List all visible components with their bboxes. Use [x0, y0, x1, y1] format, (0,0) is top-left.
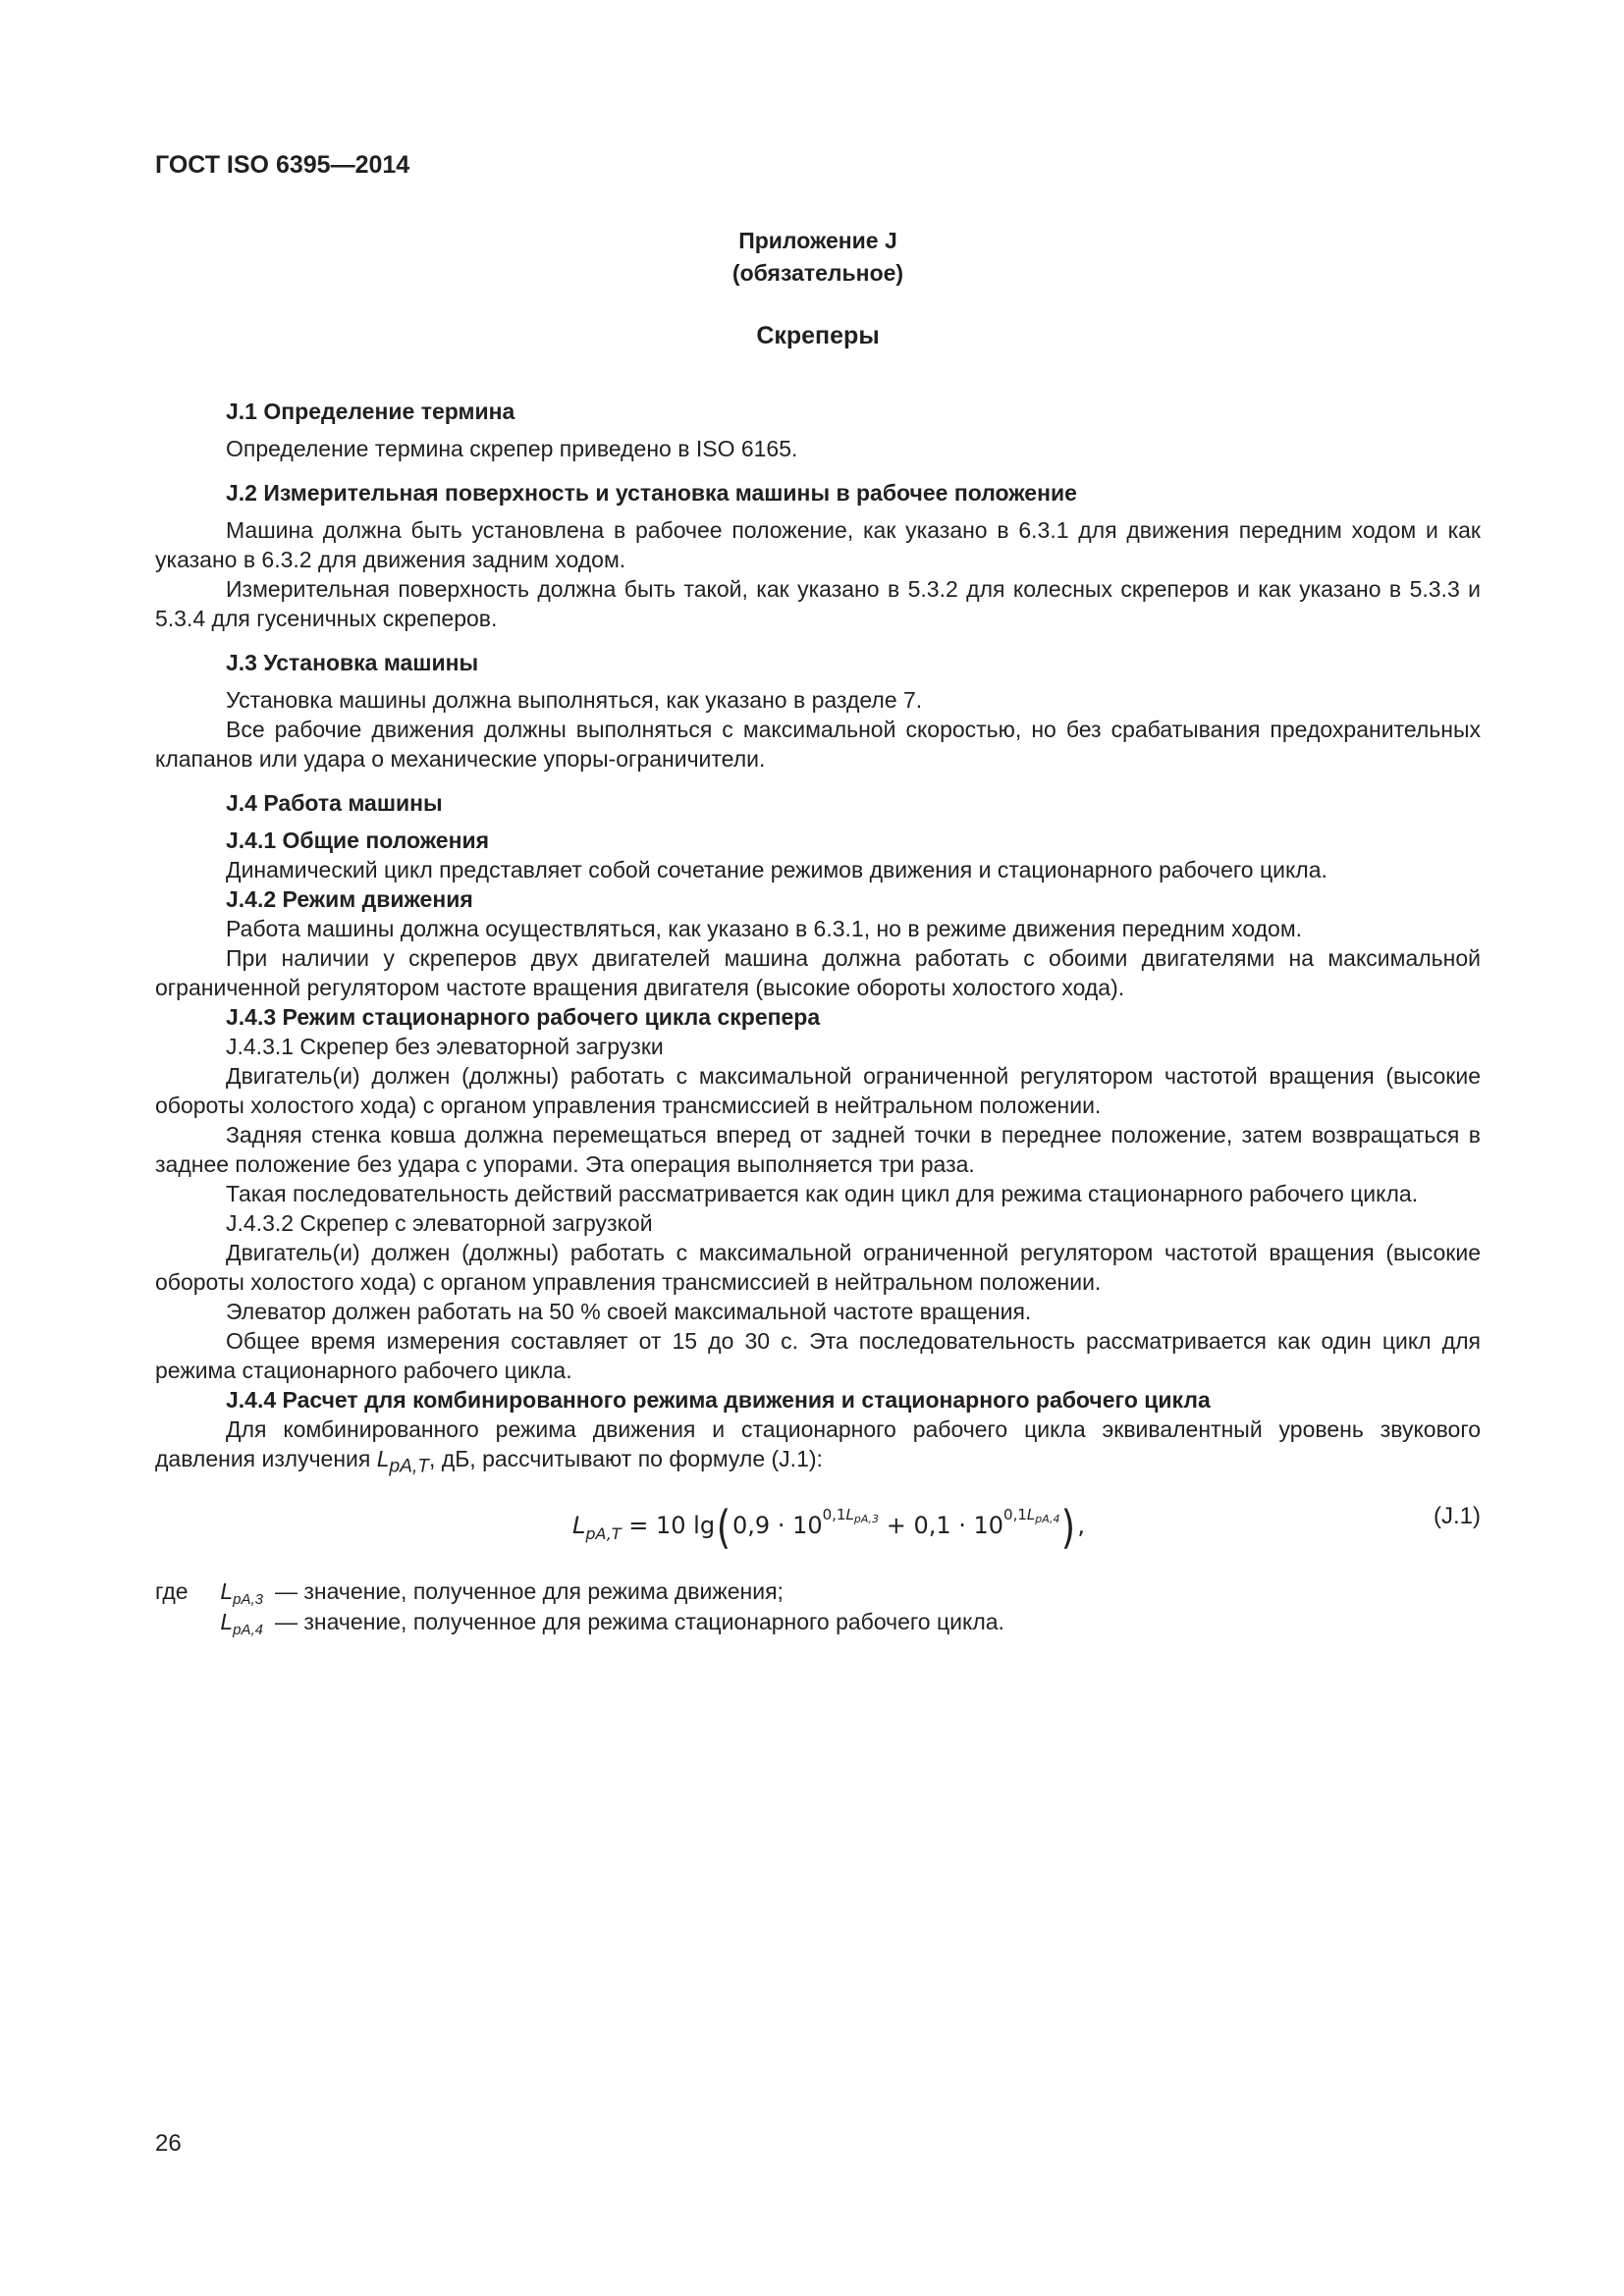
- paragraph: Двигатель(и) должен (должны) работать с максимальной ограниченной регулятором частотой вращения (высокие обороты холостого хода) с органом управления трансмиссией в нейтральном положении.: [155, 1240, 1481, 1295]
- legend-description: — значение, полученное для режима стационарного рабочего цикла.: [275, 1608, 1004, 1634]
- annex-title: Скреперы: [756, 322, 880, 349]
- formula-number: (J.1): [1434, 1502, 1481, 1529]
- legend-symbol: $L_{pA,4}$: [220, 1608, 263, 1638]
- symbol-lpat: $L_{pA,T}$: [376, 1446, 429, 1477]
- paragraph: Элеватор должен работать на 50 % своей максимальной частоте вращения.: [226, 1299, 1032, 1324]
- standard-identifier: ГОСТ ISO 6395—2014: [155, 151, 410, 179]
- section-heading-j1: J.1 Определение термина: [226, 399, 515, 424]
- formula-expression: $L_{pA,T} = 10$ $\lg(0,9 \cdot 10^{0,1L_{pA,3}} + 0,1 \cdot 10^{0,1L_{pA,4}})$,: [572, 1500, 1086, 1554]
- legend-description: — значение, полученное для режима движения;: [275, 1577, 784, 1604]
- paragraph: Работа машины должна осуществляться, как указано в 6.3.1, но в режиме движения передним ходом.: [226, 916, 1303, 941]
- paragraph: Для комбинированного режима движения и стационарного рабочего цикла эквивалентный уровень звукового давления излучения $L_{pA,T}$, дБ, рассчитывают по формуле (J.1):: [155, 1416, 1481, 1477]
- paragraph: Установка машины должна выполняться, как указано в разделе 7.: [226, 687, 923, 713]
- formula-j1: [155, 1488, 1481, 1553]
- paragraph: Измерительная поверхность должна быть такой, как указано в 5.3.2 для колесных скреперов и как указано в 5.3.3 и 5.3.4 для гусеничных скреперов.: [155, 576, 1481, 631]
- paragraph: Задняя стенка ковша должна перемещаться вперед от задней точки в переднее положение, затем возвращаться в заднее положение без удара с упорами. Эта операция выполняется три раза.: [155, 1122, 1481, 1177]
- section-heading-j43: J.4.3 Режим стационарного рабочего цикла скрепера: [226, 1004, 821, 1030]
- annex-body: [155, 397, 1481, 1637]
- paragraph: Двигатель(и) должен (должны) работать с максимальной ограниченной регулятором частотой вращения (высокие обороты холостого хода) с органом управления трансмиссией в нейтральном положении.: [155, 1063, 1481, 1118]
- paragraph: При наличии у скреперов двух двигателей машина должна работать с обоими двигателями на максимальной ограниченной регулятором частоте вращения двигателя (высокие обороты холостого хода).: [155, 945, 1481, 1000]
- legend-row: [155, 1576, 1481, 1607]
- legend-row: [155, 1607, 1481, 1637]
- paragraph: Все рабочие движения должны выполняться с максимальной скоростью, но без срабатывания предохранительных клапанов или удара о механические упоры-ограничители.: [155, 717, 1481, 772]
- legend-where: где: [155, 1577, 189, 1604]
- section-heading-j2: J.2 Измерительная поверхность и установка машины в рабочее положение: [226, 480, 1077, 506]
- subsection-heading-j431: J.4.3.1 Скрепер без элеваторной загрузки: [226, 1034, 664, 1059]
- annex-label: Приложение J: [738, 228, 897, 253]
- subsection-heading-j432: J.4.3.2 Скрепер с элеваторной загрузкой: [226, 1210, 653, 1236]
- section-heading-j3: J.3 Установка машины: [226, 650, 479, 675]
- paragraph: Такая последовательность действий рассматривается как один цикл для режима стационарного рабочего цикла.: [226, 1181, 1419, 1206]
- formula-legend: [155, 1576, 1481, 1637]
- paragraph: Общее время измерения составляет от 15 до 30 с. Эта последовательность рассматривается как один цикл для режима стационарного рабочего цикла.: [155, 1328, 1481, 1383]
- paragraph: Динамический цикл представляет собой сочетание режимов движения и стационарного рабочего цикла.: [226, 857, 1327, 882]
- legend-symbol: $L_{pA,3}$: [220, 1577, 263, 1608]
- section-heading-j41: J.4.1 Общие положения: [226, 828, 490, 853]
- annex-status: (обязательное): [731, 260, 904, 286]
- section-heading-j42: J.4.2 Режим движения: [226, 886, 473, 912]
- paragraph: Машина должна быть установлена в рабочее положение, как указано в 6.3.1 для движения передним ходом и как указано в 6.3.2 для движения задним ходом.: [155, 517, 1481, 572]
- section-heading-j4: J.4 Работа машины: [226, 790, 443, 816]
- page-number: 26: [155, 2130, 182, 2157]
- paragraph: Определение термина скрепер приведено в ISO 6165.: [226, 436, 798, 461]
- section-heading-j44: J.4.4 Расчет для комбинированного режима движения и стационарного рабочего цикла: [226, 1387, 1211, 1413]
